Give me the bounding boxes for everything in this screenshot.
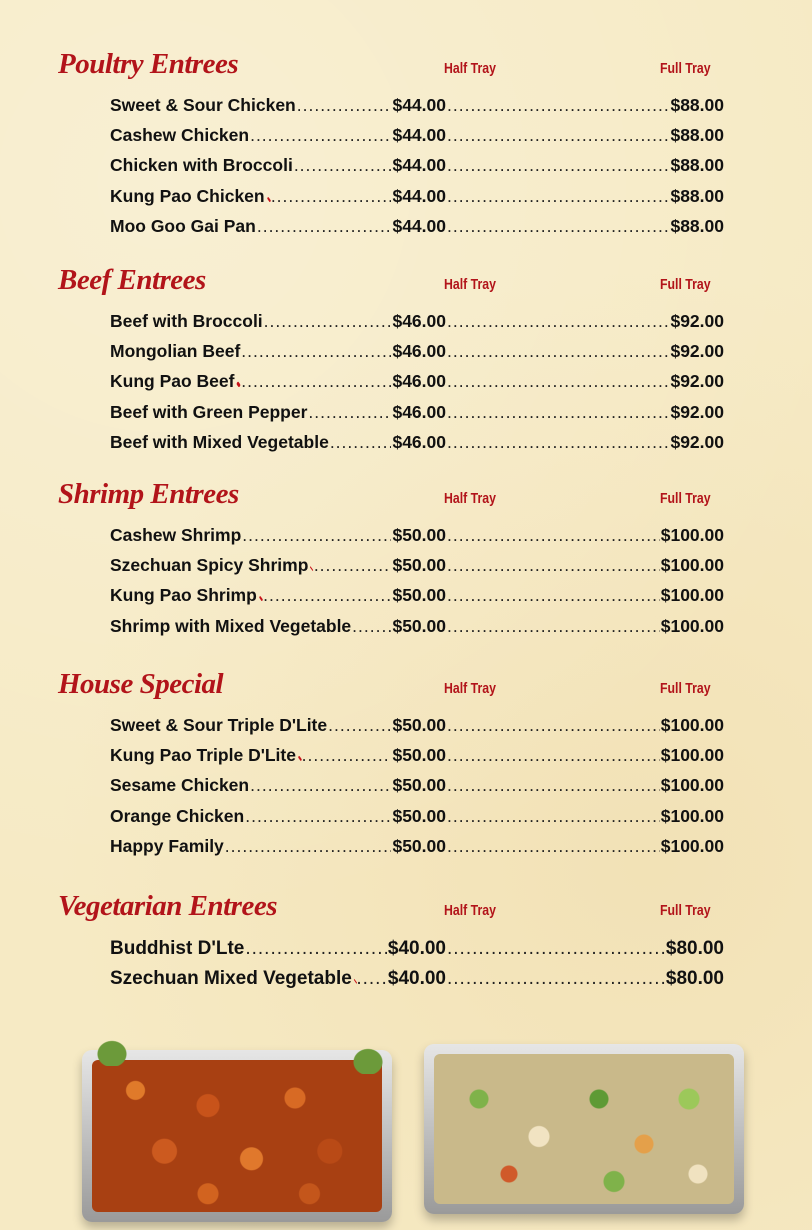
menu-item-name: Sweet & Sour Chicken — [110, 95, 296, 115]
menu-section — [0, 478, 812, 636]
section-header — [0, 48, 812, 88]
full-tray-price: $100.00 — [660, 775, 724, 796]
dot-leader — [328, 710, 391, 740]
half-tray-column-header: Half Tray — [444, 490, 496, 507]
menu-item-row — [110, 831, 724, 861]
dot-leader — [447, 964, 665, 994]
section-header — [0, 890, 812, 930]
full-tray-column-header: Full Tray — [660, 680, 711, 697]
menu-item-row — [110, 181, 724, 211]
section-header — [0, 264, 812, 304]
section-title: Vegetarian Entrees — [58, 890, 277, 922]
menu-item-name: Kung Pao Triple D'Lite — [110, 745, 296, 766]
dot-leader — [447, 397, 669, 427]
half-tray-price: $40.00 — [387, 968, 446, 990]
dot-leader — [447, 520, 660, 550]
full-tray-price: $88.00 — [670, 185, 724, 206]
dot-leader — [257, 211, 392, 241]
dot-leader — [447, 427, 669, 457]
menu-item-row — [110, 550, 724, 580]
dot-leader — [447, 211, 669, 241]
dot-leader — [250, 770, 391, 800]
menu-item-row — [110, 520, 724, 550]
menu-item-name: Buddhist D'Lte — [110, 938, 245, 959]
dot-leader — [447, 710, 660, 740]
menu-item-name: Kung Pao Chicken — [110, 185, 265, 206]
menu-item-name: Kung Pao Shrimp — [110, 585, 257, 606]
section-title: Beef Entrees — [58, 264, 206, 296]
full-tray-price: $100.00 — [660, 615, 724, 636]
full-tray-price: $88.00 — [670, 95, 724, 115]
half-tray-price: $50.00 — [392, 585, 446, 606]
half-tray-price: $44.00 — [392, 215, 446, 236]
half-tray-column-header: Half Tray — [444, 60, 496, 77]
dot-leader — [264, 306, 392, 336]
full-tray-column-header: Full Tray — [660, 276, 711, 293]
menu-item-name: Szechuan Spicy Shrimp — [110, 555, 309, 576]
half-tray-price: $50.00 — [392, 715, 446, 735]
half-tray-price: $46.00 — [392, 431, 446, 452]
half-tray-price: $46.00 — [392, 341, 446, 362]
dot-leader — [314, 550, 392, 580]
half-tray-price: $46.00 — [392, 401, 446, 422]
full-tray-column-header: Full Tray — [660, 902, 711, 919]
menu-item-row — [110, 710, 724, 740]
dot-leader — [225, 831, 392, 861]
full-tray-price: $92.00 — [670, 401, 724, 422]
half-tray-price: $50.00 — [392, 525, 446, 545]
dot-leader — [308, 397, 391, 427]
half-tray-price: $44.00 — [392, 185, 446, 206]
menu-item-name: Shrimp with Mixed Vegetable — [110, 615, 352, 636]
menu-item-row — [110, 336, 724, 366]
half-tray-price: $50.00 — [392, 745, 446, 766]
half-tray-column-header: Half Tray — [444, 680, 496, 697]
dot-leader — [271, 181, 392, 211]
dot-leader — [330, 427, 392, 457]
dot-leader — [447, 831, 660, 861]
full-tray-price: $100.00 — [660, 525, 724, 545]
dot-leader — [242, 520, 391, 550]
full-tray-price: $100.00 — [660, 805, 724, 826]
full-tray-price: $100.00 — [660, 715, 724, 735]
menu-item-name: Moo Goo Gai Pan — [110, 215, 256, 236]
full-tray-price: $92.00 — [670, 311, 724, 331]
menu-item-row — [110, 397, 724, 427]
menu-item-row — [110, 120, 724, 150]
menu-item-name: Orange Chicken — [110, 805, 245, 826]
section-title: House Special — [58, 668, 224, 700]
section-header — [0, 478, 812, 518]
menu-item-row — [110, 934, 724, 964]
menu-item-name: Sesame Chicken — [110, 775, 250, 796]
half-tray-price: $50.00 — [392, 805, 446, 826]
menu-item-row — [110, 90, 724, 120]
half-tray-price: $50.00 — [392, 835, 446, 856]
dot-leader — [447, 181, 669, 211]
menu-item-row — [110, 427, 724, 457]
menu-item-name: Mongolian Beef — [110, 341, 241, 362]
dot-leader — [447, 580, 660, 610]
dot-leader — [245, 934, 387, 964]
dot-leader — [447, 366, 669, 396]
dot-leader — [294, 150, 392, 180]
full-tray-price: $88.00 — [670, 155, 724, 176]
menu-item-name: Kung Pao Beef — [110, 371, 235, 392]
menu-item-name: Happy Family — [110, 835, 224, 856]
half-tray-price: $44.00 — [392, 95, 446, 115]
dot-leader — [352, 611, 391, 641]
dot-leader — [250, 120, 391, 150]
full-tray-price: $92.00 — [670, 341, 724, 362]
full-tray-price: $100.00 — [660, 745, 724, 766]
dot-leader — [447, 306, 669, 336]
dot-leader — [245, 801, 391, 831]
menu-item-name: Beef with Broccoli — [110, 311, 263, 331]
full-tray-column-header: Full Tray — [660, 490, 711, 507]
half-tray-price: $44.00 — [392, 125, 446, 146]
dot-leader — [447, 740, 660, 770]
full-tray-price: $92.00 — [670, 371, 724, 392]
orange-chicken-tray-image — [82, 1050, 392, 1222]
dot-leader — [302, 740, 392, 770]
dot-leader — [447, 150, 669, 180]
dot-leader — [447, 336, 669, 366]
half-tray-price: $50.00 — [392, 555, 446, 576]
full-tray-price: $80.00 — [665, 938, 724, 959]
dot-leader — [241, 366, 391, 396]
full-tray-price: $80.00 — [665, 968, 724, 990]
menu-item-row — [110, 150, 724, 180]
dot-leader — [297, 90, 392, 120]
menu-item-name: Sweet & Sour Triple D'Lite — [110, 715, 328, 735]
menu-item-row — [110, 964, 724, 994]
section-header — [0, 668, 812, 708]
half-tray-price: $40.00 — [387, 938, 446, 959]
full-tray-price: $100.00 — [660, 555, 724, 576]
menu-item-name: Chicken with Broccoli — [110, 155, 293, 176]
full-tray-price: $100.00 — [660, 835, 724, 856]
menu-section — [0, 264, 812, 452]
menu-item-row — [110, 580, 724, 610]
dot-leader — [241, 336, 391, 366]
full-tray-column-header: Full Tray — [660, 60, 711, 77]
menu-item-name: Szechuan Mixed Vegetable — [110, 968, 352, 990]
dot-leader — [447, 801, 660, 831]
dot-leader — [356, 964, 387, 994]
full-tray-price: $100.00 — [660, 585, 724, 606]
full-tray-price: $92.00 — [670, 431, 724, 452]
menu-item-row — [110, 611, 724, 641]
menu-section — [0, 48, 812, 236]
half-tray-price: $44.00 — [392, 155, 446, 176]
dot-leader — [447, 611, 660, 641]
half-tray-price: $50.00 — [392, 775, 446, 796]
menu-item-row — [110, 211, 724, 241]
half-tray-column-header: Half Tray — [444, 276, 496, 293]
menu-item-name: Beef with Green Pepper — [110, 401, 308, 422]
dot-leader — [447, 934, 665, 964]
menu-item-row — [110, 306, 724, 336]
menu-item-row — [110, 366, 724, 396]
menu-item-name: Cashew Shrimp — [110, 525, 242, 545]
menu-item-row — [110, 801, 724, 831]
section-title: Shrimp Entrees — [58, 478, 239, 510]
section-title: Poultry Entrees — [58, 48, 239, 80]
menu-section — [0, 668, 812, 856]
half-tray-price: $46.00 — [392, 311, 446, 331]
menu-section — [0, 890, 812, 990]
dot-leader — [447, 120, 669, 150]
full-tray-price: $88.00 — [670, 215, 724, 236]
full-tray-price: $88.00 — [670, 125, 724, 146]
half-tray-column-header: Half Tray — [444, 902, 496, 919]
dot-leader — [263, 580, 391, 610]
dot-leader — [447, 550, 660, 580]
menu-item-row — [110, 740, 724, 770]
half-tray-price: $46.00 — [392, 371, 446, 392]
dot-leader — [447, 90, 669, 120]
menu-item-name: Cashew Chicken — [110, 125, 250, 146]
half-tray-price: $50.00 — [392, 615, 446, 636]
menu-item-row — [110, 770, 724, 800]
dot-leader — [447, 770, 660, 800]
menu-item-name: Beef with Mixed Vegetable — [110, 431, 329, 452]
mixed-vegetable-tray-image — [424, 1044, 744, 1214]
